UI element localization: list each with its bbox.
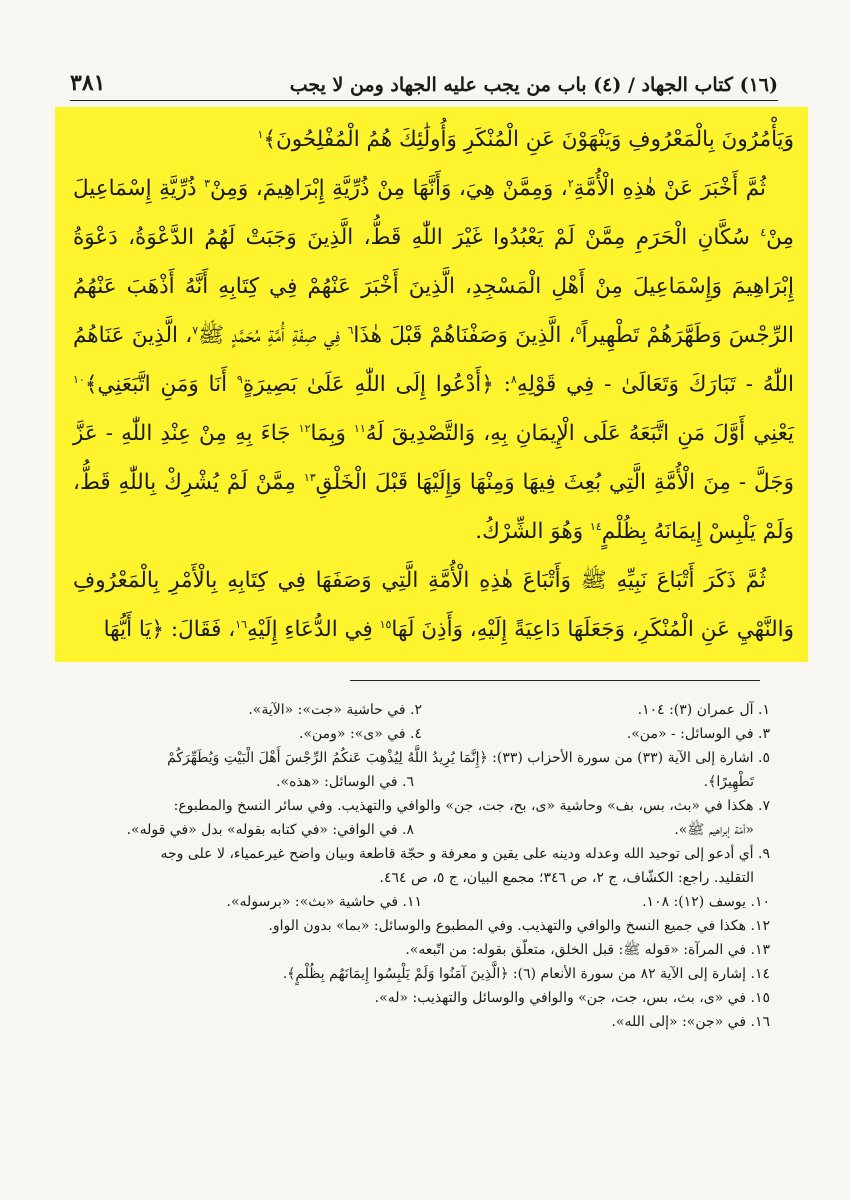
footnote-ref: ٨ [510,372,517,386]
footnote-5: ٥. اشارة إلى الآية (٣٣) من سورة الأحزاب (٣٣): ﴿إِنَّمَا يُرِيدُ اللَّهُ لِيُذْهِبَ عَنكُمُ الرِّجْسَ أَهْلَ الْبَيْتِ وَيُطَهِّرَكُمْ [167,750,770,766]
footnote-ref: ٤ [760,225,767,239]
footnote-separator [350,680,760,681]
footnote-11: ١١. في حاشية «بث»: «برسوله». [226,894,422,910]
footnote-15: ١٥. في «ى، بث، بس، جت، جن» والوافي والوسائل والتهذيب: «له». [374,990,770,1006]
footnote-ref: ١٦ [235,617,248,631]
paragraph-1: وَيَأْمُرُونَ بِالْمَعْرُوفِ وَيَنْهَوْنَ عَنِ الْمُنْكَرِ وَأُولَٰئِكَ هُمُ الْمُفْلِحُونَ﴾$^١$ [257,127,794,152]
footnote-13: ١٣. في المرآة: «قوله ﷺ: قبل الخلق، متعلّق بقوله: من اتّبعه». [405,942,770,958]
footnote-8: ٨. في الوافي: «في كتابه بقوله» بدل «في قوله». [126,822,414,838]
footnote-5-continued: تَطْهِيرًا﴾. [703,774,754,790]
footnote-12: ١٢. هكذا في جميع النسخ والوافي والتهذيب. وفي المطبوع والوسائل: «بما» بدون الواو. [268,918,770,934]
footnote-ref: ٦ [347,323,354,337]
footnote-3: ٣. في الوسائل: - «من». [626,726,770,742]
footnote-ref: ٩ [236,372,243,386]
footnote-ref: ١٤ [589,519,602,533]
footnote-row [74,890,770,914]
paragraph-3: ثُمَّ ذَكَرَ أَتْبَاعَ نَبِيِّهِ ﷺ وَأَتْبَاعَ هٰذِهِ الْأُمَّةِ الَّتِي وَصَفَهَا فِي كِتَابِهِ بِالْأَمْرِ بِالْمَعْرُوفِ وَالنَّهْيِ عَنِ الْمُنْكَرِ، وَجَعَلَهَا دَاعِيَةً إِلَيْهِ، وَأَذِنَ لَهَا$^{١٥}$ فِي الدُّعَاءِ إِلَيْهِ$^{١٦}$، فَقَالَ: ﴿يَا أَيُّهَا [73,568,794,642]
footnote-2: ٢. في حاشية «جت»: «الآية». [248,702,422,718]
footnote-1: ١. آل عمران (٣): ١٠٤. [637,702,770,718]
footnote-9-continued: التقليد. راجع: الكشّاف، ج ٢، ص ٣٤٦؛ مجمع البيان، ج ٥، ص ٤٦٤. [379,870,754,886]
footnote-ref: ٥ [575,323,582,337]
footnote-7-continued: «أمّة إبراهيم ﷺ». [674,822,754,838]
page-number: ٣٨١ [70,70,106,96]
footnote-row [74,770,770,794]
footnote-9: ٩. أي أدعو إلى توحيد الله وعدله ودينه على يقين و معرفة و حجّة قاطعة وبيان واضح غيرعمياء، لا على وجه [160,846,770,862]
footnote-ref: ١٥ [379,617,392,631]
footnote-4: ٤. في «ى»: «ومن». [299,726,422,742]
footnote-14: ١٤. إشارة إلى الآية ٨٢ من سورة الأنعام (٦): ﴿الَّذِينَ آمَنُوا وَلَمْ يَلْبِسُوا إِيمَانَهُم بِظُلْمٍ﴾. [282,966,770,982]
page-header [70,56,778,101]
footnote-10: ١٠. يوسف (١٢): ١٠٨. [642,894,770,910]
footnote-row [74,818,770,842]
footnote-7: ٧. هكذا في «بث، بس، بف» وحاشية «ى، بح، جت، جن» والوافي والتهذيب. وفي سائر النسخ والمطبوع: [173,798,770,814]
highlighted-main-text [55,107,808,662]
footnotes [74,698,770,1034]
paragraph-2: ثُمَّ أَخْبَرَ عَنْ هٰذِهِ الْأُمَّةِ$^٢$، وَمِمَّنْ هِيَ، وَأَنَّهَا مِنْ ذُرِّيَّةِ إِبْرَاهِيمَ، وَمِنْ$^٣$ ذُرِّيَّةِ إِسْمَاعِيلَ مِنْ$^٤$ سُكَّانِ الْحَرَمِ مِمَّنْ لَمْ يَعْبُدُوا غَيْرَ اللّٰهِ قَطُّ، الَّذِينَ وَجَبَتْ لَهُمُ الدَّعْوَةُ، دَعْوَةُ إِبْرَاهِيمَ وَإِسْمَاعِيلَ مِنْ أَهْلِ الْمَسْجِدِ، الَّذِينَ أَخْبَرَ عَنْهُمْ فِي كِتَابِهِ أَنَّهُ أَذْهَبَ عَنْهُمُ الرِّجْسَ وَطَهَّرَهُمْ تَطْهِيراً$^٥$، الَّذِينَ وَصَفْنَاهُمْ قَبْلَ هٰذَا$^٦$ فِي صِفَةِ أُمَّةِ مُحَمَّدٍ ﷺ$^٧$، الَّذِينَ عَنَاهُمُ اللّٰهُ - تَبَارَكَ وَتَعَالَىٰ - فِي قَوْلِهِ$^٨$: ﴿أَدْعُوا إِلَى اللّٰهِ عَلَىٰ بَصِيرَةٍ$^٩$ أَنَا وَمَنِ اتَّبَعَنِي﴾$^{١٠}$ يَعْنِي أَوَّلَ مَنِ اتَّبَعَهُ عَلَى الْإِيمَانِ بِهِ، وَالتَّصْدِيقَ لَهُ$^{١١}$ وَبِمَا$^{١٢}$ جَاءَ بِهِ مِنْ عِنْدِ اللّٰهِ - عَزَّ وَجَلَّ - مِنَ الْأُمَّةِ الَّتِي بُعِثَ فِيهَا وَمِنْهَا وَإِلَيْهَا قَبْلَ الْخَلْقِ$^{١٣}$ مِمَّنْ لَمْ يُشْرِكْ بِاللّٰهِ قَطُّ، وَلَمْ يَلْبِسْ إِيمَانَهُ بِظُلْمٍ$^{١٤}$ وَهُوَ الشِّرْكُ. [73,176,794,544]
footnote-ref: ٢ [567,176,574,190]
footnote-ref: ١٣ [303,470,316,484]
footnote-6: ٦. في الوسائل: «هذه». [276,774,414,790]
footnote-ref: ١ [257,127,264,141]
footnote-ref: ١٠ [73,372,85,386]
footnote-ref: ١٢ [298,421,311,435]
running-title: (١٦) كتاب الجهاد / (٤) باب من يجب عليه الجهاد ومن لا يجب [289,74,778,96]
footnote-16: ١٦. في «جن»: «إلى الله». [611,1014,770,1030]
footnote-ref: ١١ [353,421,366,435]
footnote-ref: ٧ [192,323,199,337]
footnote-row [74,698,770,722]
footnote-row [74,722,770,746]
footnote-ref: ٣ [204,176,210,190]
